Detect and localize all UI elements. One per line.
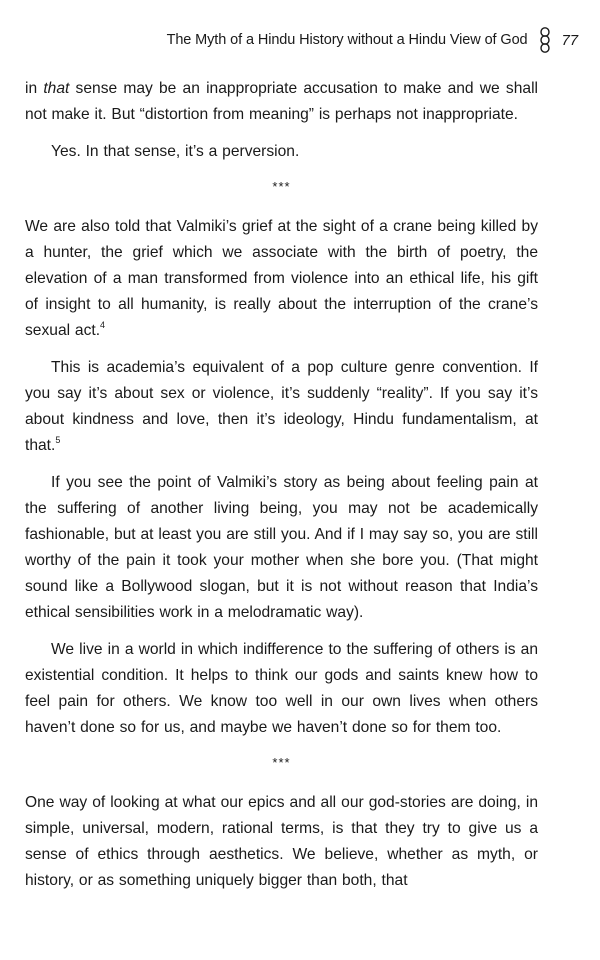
page-number: 77 — [561, 31, 578, 49]
p1-rest: sense may be an inappropriate accusation to make and we shall not make it. But “distortion from meaning” is perhaps not inappropriate. — [25, 80, 538, 123]
paragraph-7: One way of looking at what our epics and all our god-stories are doing, in simple, universal, modern, rational terms, is that they try to give us a sense of ethics through aesthetics. We believe, whether as myth, or history, or as something uniquely bigger than both, that — [25, 794, 538, 889]
body-text — [25, 76, 538, 905]
section-separator-1: *** — [272, 179, 291, 194]
section-separator-2: *** — [272, 755, 291, 770]
p3-text: We are also told that Valmiki’s grief at the sight of a crane being killed by a hunter, the grief which we associate with the birth of poetry, the elevation of a man transformed from violence into an ethical life, his gift of insight to all humanity, is really about the interruption of the crane’s sexual act. — [25, 218, 538, 339]
paragraph-1 — [25, 76, 538, 128]
paragraph-6: We live in a world in which indifference to the suffering of others is an existential condition. It helps to think our gods and saints knew how to feel pain for others. We know too well in our own lives when others haven’t done so for us, and maybe we haven’t done so for them too. — [25, 641, 538, 736]
running-header — [167, 28, 578, 52]
running-head-title: The Myth of a Hindu History without a Hindu View of God — [166, 32, 528, 48]
footnote-ref-4[interactable]: 4 — [100, 319, 106, 330]
paragraph-4 — [25, 355, 538, 459]
paragraph-2: Yes. In that sense, it’s a perversion. — [51, 143, 300, 160]
p1-emphasis: that — [43, 80, 70, 97]
p4-text: This is academia’s equivalent of a pop culture genre convention. If you say it’s about sex or violence, it’s suddenly “reality”. If you say it’s about kindness and love, then it’s ideology, Hindu fundamentalism, at that. — [25, 359, 538, 454]
footnote-ref-5[interactable]: 5 — [55, 434, 61, 445]
p1-lead: in — [25, 80, 44, 97]
paragraph-3 — [25, 214, 538, 344]
chain-link-icon — [538, 27, 552, 53]
paragraph-5: If you see the point of Valmiki’s story as being about feeling pain at the suffering of another living being, you may not be academically fashionable, but at least you are still you. And if I may say so, you are still worthy of the pain it took your mother when she bore you. (That might sound like a Bollywood slogan, but it is not without reason that India’s ethical sensibilities work in a melodramatic way). — [25, 474, 538, 621]
